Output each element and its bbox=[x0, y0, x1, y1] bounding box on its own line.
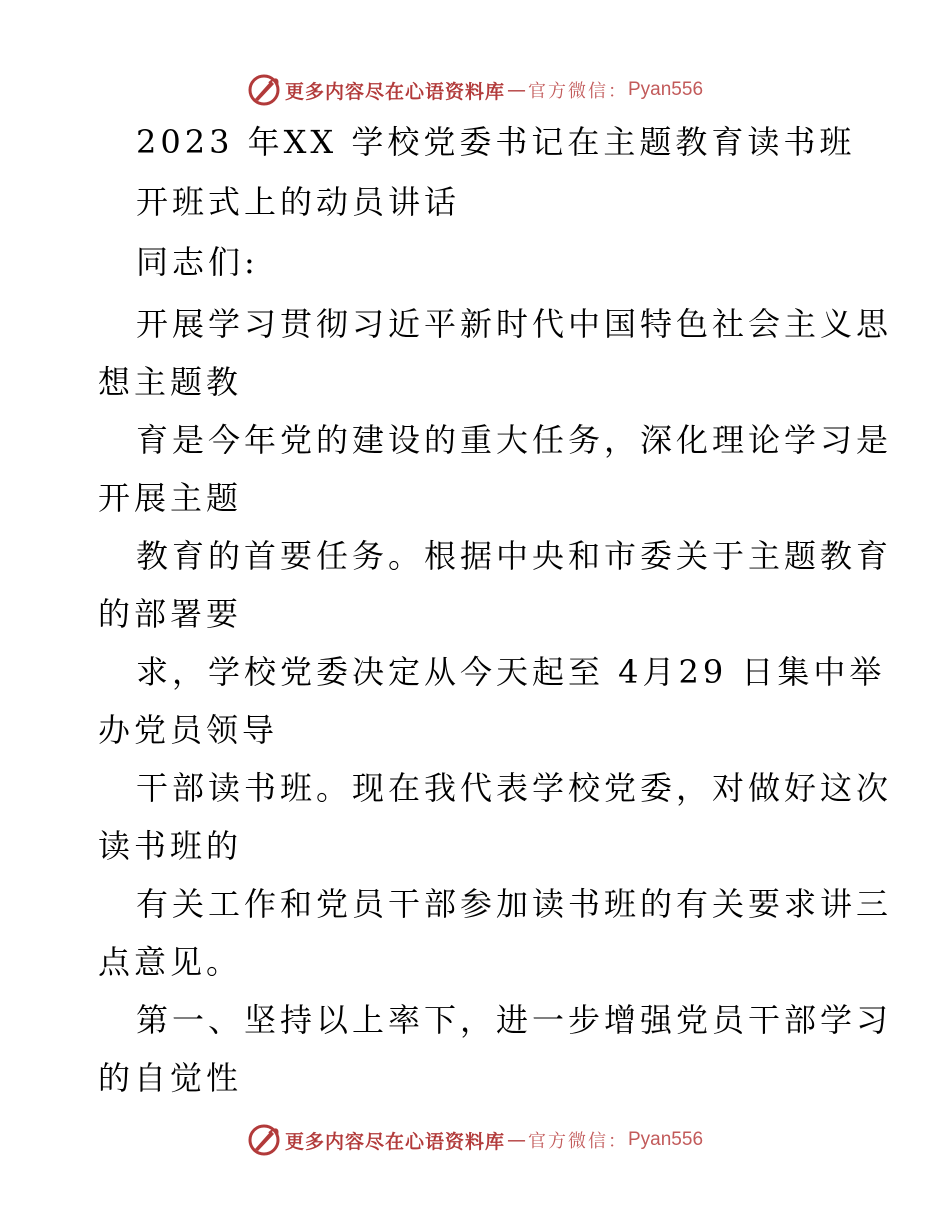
quill-logo-icon bbox=[247, 73, 281, 107]
footer-watermark-banner bbox=[0, 1120, 950, 1160]
paragraph-line: 开展主题 bbox=[98, 479, 243, 517]
paragraph-line: 开展学习贯彻习近平新时代中国特色社会主义思 bbox=[136, 305, 893, 343]
banner-dash: — bbox=[507, 79, 526, 101]
section-heading-line: 的自觉性 bbox=[98, 1059, 243, 1097]
banner-wechat-handle: Pyan556 bbox=[628, 79, 704, 100]
section-heading-line: 第一、坚持以上率下，进一步增强党员干部学习 bbox=[136, 1001, 893, 1039]
document-title-line-1: 2023 年XX 学校党委书记在主题教育读书班 bbox=[136, 123, 856, 161]
paragraph-line: 读书班的 bbox=[98, 827, 243, 865]
banner-brand-text: 更多内容尽在心语资料库 bbox=[284, 80, 505, 103]
paragraph-line: 想主题教 bbox=[98, 363, 243, 401]
paragraph-line: 求，学校党委决定从今天起至 4月29 日集中举 bbox=[136, 653, 886, 691]
banner-dash: — bbox=[507, 1129, 526, 1151]
paragraph-line: 的部署要 bbox=[98, 595, 243, 633]
document-title-line-2: 开班式上的动员讲话 bbox=[136, 183, 461, 221]
paragraph-line: 有关工作和党员干部参加读书班的有关要求讲三 bbox=[136, 885, 893, 923]
paragraph-line: 育是今年党的建设的重大任务，深化理论学习是 bbox=[136, 421, 893, 459]
paragraph-line: 办党员领导 bbox=[98, 711, 279, 749]
banner-wechat-label: 官方微信： bbox=[528, 1131, 628, 1152]
banner-brand-text: 更多内容尽在心语资料库 bbox=[284, 1130, 505, 1153]
banner-wechat-label: 官方微信： bbox=[528, 81, 628, 102]
banner-wechat-handle: Pyan556 bbox=[628, 1129, 704, 1150]
paragraph-line: 教育的首要任务。根据中央和市委关于主题教育 bbox=[136, 537, 893, 575]
paragraph-line: 干部读书班。现在我代表学校党委，对做好这次 bbox=[136, 769, 893, 807]
header-watermark-banner bbox=[0, 70, 950, 110]
quill-logo-icon bbox=[247, 1123, 281, 1157]
paragraph-line: 点意见。 bbox=[98, 943, 243, 981]
salutation: 同志们: bbox=[136, 243, 259, 281]
